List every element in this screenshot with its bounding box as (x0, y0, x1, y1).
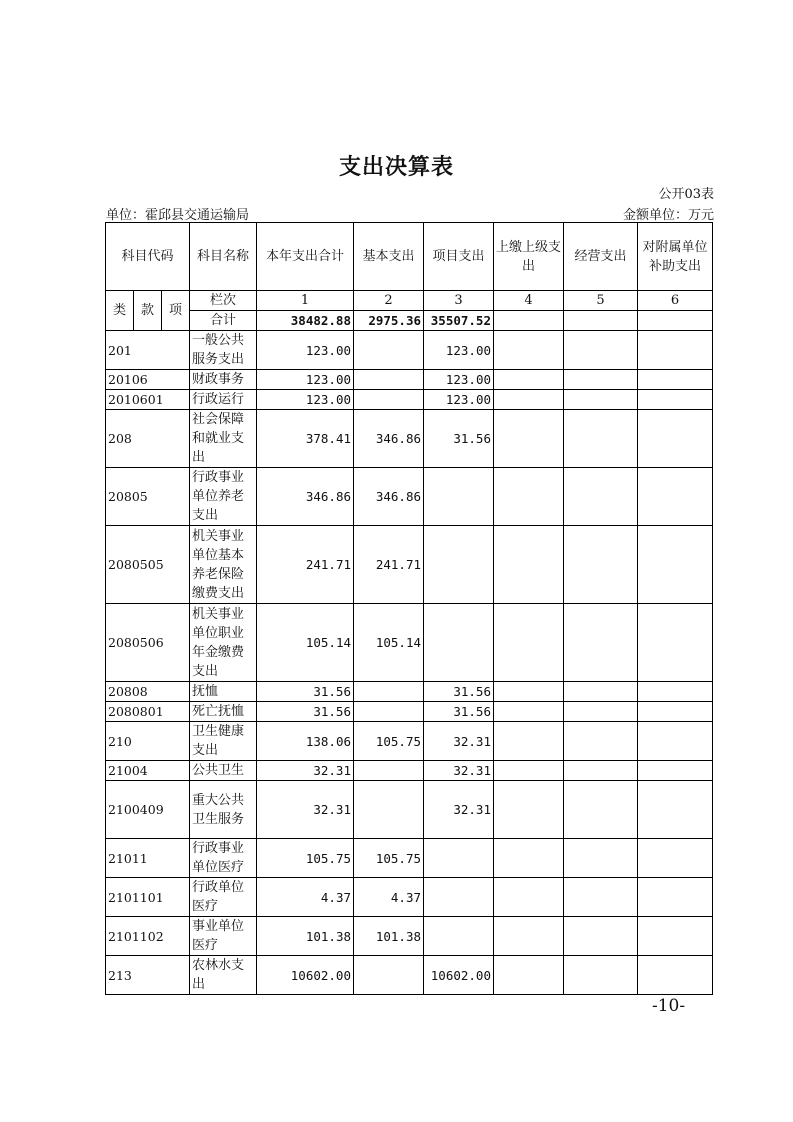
row-total: 378.41 (257, 410, 354, 468)
row-basic (354, 390, 424, 410)
row-basic: 105.75 (354, 839, 424, 878)
money-unit-label: 金额单位：万元 (622, 208, 714, 223)
sum-row (106, 311, 713, 331)
row-name: 公共卫生 (190, 761, 257, 781)
row-code: 2080506 (106, 604, 190, 682)
row-business (564, 878, 638, 917)
row-project: 32.31 (424, 722, 494, 761)
row-code: 2010601 (106, 390, 190, 410)
table-row (106, 526, 713, 604)
row-business (564, 526, 638, 604)
row-total: 32.31 (257, 761, 354, 781)
row-code: 21004 (106, 761, 190, 781)
row-basic (354, 702, 424, 722)
row-subsidiary (638, 410, 713, 468)
row-upper (494, 956, 564, 995)
row-upper (494, 390, 564, 410)
row-total: 10602.00 (257, 956, 354, 995)
subject-name-header: 科目名称 (190, 223, 257, 291)
row-upper (494, 781, 564, 839)
row-business (564, 331, 638, 370)
row-project (424, 878, 494, 917)
row-code: 2101101 (106, 878, 190, 917)
row-name: 农林水支出 (190, 956, 257, 995)
row-subsidiary (638, 604, 713, 682)
row-code: 20808 (106, 682, 190, 702)
row-basic (354, 682, 424, 702)
row-code: 20106 (106, 370, 190, 390)
row-basic: 4.37 (354, 878, 424, 917)
row-project: 32.31 (424, 781, 494, 839)
row-basic: 346.86 (354, 468, 424, 526)
row-name: 重大公共卫生服务 (190, 781, 257, 839)
table-row (106, 781, 713, 839)
row-project: 31.56 (424, 682, 494, 702)
table-row (106, 682, 713, 702)
sum-business (564, 311, 638, 331)
row-name: 财政事务 (190, 370, 257, 390)
row-subsidiary (638, 682, 713, 702)
row-subsidiary (638, 839, 713, 878)
row-subsidiary (638, 781, 713, 839)
row-subsidiary (638, 917, 713, 956)
row-business (564, 761, 638, 781)
row-name: 事业单位医疗 (190, 917, 257, 956)
row-subsidiary (638, 526, 713, 604)
col-4: 4 (494, 291, 564, 311)
table-row (106, 468, 713, 526)
row-upper (494, 839, 564, 878)
row-code: 2100409 (106, 781, 190, 839)
table-row (106, 331, 713, 370)
row-basic (354, 956, 424, 995)
row-total: 123.00 (257, 370, 354, 390)
row-name: 行政单位医疗 (190, 878, 257, 917)
document-title: 支出决算表 (338, 155, 454, 180)
col-5: 5 (564, 291, 638, 311)
row-name: 死亡抚恤 (190, 702, 257, 722)
page-number: -10- (652, 996, 686, 1016)
row-code: 2080505 (106, 526, 190, 604)
basic-header: 基本支出 (354, 223, 424, 291)
row-subsidiary (638, 468, 713, 526)
row-code: 21011 (106, 839, 190, 878)
row-code: 2101102 (106, 917, 190, 956)
row-basic: 105.75 (354, 722, 424, 761)
header-row (106, 223, 713, 291)
row-code: 2080801 (106, 702, 190, 722)
sum-upper (494, 311, 564, 331)
row-project (424, 604, 494, 682)
col-3: 3 (424, 291, 494, 311)
row-business (564, 722, 638, 761)
row-name: 卫生健康支出 (190, 722, 257, 761)
row-upper (494, 331, 564, 370)
xiang-header: 项 (162, 291, 190, 331)
sum-subsidiary (638, 311, 713, 331)
total-header: 本年支出合计 (257, 223, 354, 291)
row-project (424, 468, 494, 526)
row-business (564, 604, 638, 682)
row-total: 4.37 (257, 878, 354, 917)
row-upper (494, 370, 564, 390)
row-subsidiary (638, 878, 713, 917)
row-code: 20805 (106, 468, 190, 526)
row-basic: 346.86 (354, 410, 424, 468)
row-code: 210 (106, 722, 190, 761)
business-header: 经营支出 (564, 223, 638, 291)
row-name: 一般公共服务支出 (190, 331, 257, 370)
row-subsidiary (638, 761, 713, 781)
row-project: 123.00 (424, 390, 494, 410)
subject-code-header: 科目代码 (106, 223, 190, 291)
table-row (106, 839, 713, 878)
row-total: 31.56 (257, 702, 354, 722)
row-name: 社会保障和就业支出 (190, 410, 257, 468)
subsidiary-header: 对附属单位补助支出 (638, 223, 713, 291)
row-total: 138.06 (257, 722, 354, 761)
row-total: 105.14 (257, 604, 354, 682)
form-number: 公开03表 (658, 187, 714, 202)
row-basic: 101.38 (354, 917, 424, 956)
row-subsidiary (638, 370, 713, 390)
row-project (424, 526, 494, 604)
row-project: 32.31 (424, 761, 494, 781)
row-total: 105.75 (257, 839, 354, 878)
row-business (564, 390, 638, 410)
col-6: 6 (638, 291, 713, 311)
row-business (564, 702, 638, 722)
lei-header: 类 (106, 291, 134, 331)
row-upper (494, 682, 564, 702)
row-total: 241.71 (257, 526, 354, 604)
row-name: 机关事业单位基本养老保险缴费支出 (190, 526, 257, 604)
upper-header: 上缴上级支出 (494, 223, 564, 291)
row-total: 31.56 (257, 682, 354, 702)
row-total: 123.00 (257, 390, 354, 410)
col-1: 1 (257, 291, 354, 311)
row-total: 101.38 (257, 917, 354, 956)
row-project: 123.00 (424, 370, 494, 390)
row-upper (494, 878, 564, 917)
row-upper (494, 410, 564, 468)
row-project (424, 839, 494, 878)
table-row (106, 722, 713, 761)
row-total: 32.31 (257, 781, 354, 839)
project-header: 项目支出 (424, 223, 494, 291)
row-project: 10602.00 (424, 956, 494, 995)
row-basic: 241.71 (354, 526, 424, 604)
kuan-header: 款 (134, 291, 162, 331)
table-row (106, 370, 713, 390)
row-code: 201 (106, 331, 190, 370)
row-name: 机关事业单位职业年金缴费支出 (190, 604, 257, 682)
row-name: 行政事业单位养老支出 (190, 468, 257, 526)
expenditure-table (105, 222, 713, 995)
table-row (106, 878, 713, 917)
table-row (106, 604, 713, 682)
row-upper (494, 761, 564, 781)
sum-label: 合计 (190, 311, 257, 331)
row-name: 抚恤 (190, 682, 257, 702)
row-subsidiary (638, 331, 713, 370)
row-business (564, 839, 638, 878)
row-business (564, 917, 638, 956)
row-project: 31.56 (424, 702, 494, 722)
row-basic (354, 331, 424, 370)
sum-total: 38482.88 (257, 311, 354, 331)
row-upper (494, 702, 564, 722)
row-basic (354, 781, 424, 839)
row-upper (494, 722, 564, 761)
table-row (106, 390, 713, 410)
row-project (424, 917, 494, 956)
row-subsidiary (638, 390, 713, 410)
row-business (564, 956, 638, 995)
row-subsidiary (638, 722, 713, 761)
unit-label: 单位：霍邱县交通运输局 (106, 208, 250, 223)
table-row (106, 917, 713, 956)
row-business (564, 682, 638, 702)
row-name: 行政运行 (190, 390, 257, 410)
row-project: 123.00 (424, 331, 494, 370)
table-row (106, 761, 713, 781)
table-row (106, 702, 713, 722)
row-basic (354, 370, 424, 390)
row-subsidiary (638, 956, 713, 995)
row-subsidiary (638, 702, 713, 722)
row-upper (494, 526, 564, 604)
row-basic: 105.14 (354, 604, 424, 682)
row-total: 123.00 (257, 331, 354, 370)
row-total: 346.86 (257, 468, 354, 526)
row-upper (494, 468, 564, 526)
column-no-label: 栏次 (190, 291, 257, 311)
row-name: 行政事业单位医疗 (190, 839, 257, 878)
row-business (564, 410, 638, 468)
row-code: 213 (106, 956, 190, 995)
col-2: 2 (354, 291, 424, 311)
sum-project: 35507.52 (424, 311, 494, 331)
row-business (564, 370, 638, 390)
row-upper (494, 917, 564, 956)
sum-basic: 2975.36 (354, 311, 424, 331)
row-upper (494, 604, 564, 682)
row-business (564, 468, 638, 526)
row-code: 208 (106, 410, 190, 468)
table-row (106, 956, 713, 995)
row-basic (354, 761, 424, 781)
row-business (564, 781, 638, 839)
table-row (106, 410, 713, 468)
column-number-row (106, 291, 713, 311)
row-project: 31.56 (424, 410, 494, 468)
